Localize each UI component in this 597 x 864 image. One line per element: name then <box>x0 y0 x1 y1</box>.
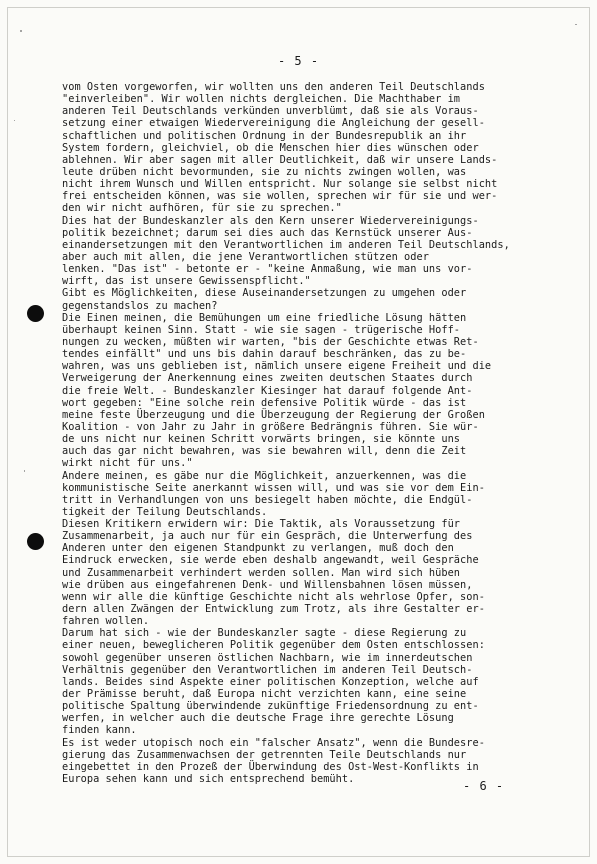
text-line: den wir nicht aufhören, für sie zu sprechen." <box>62 202 342 215</box>
text-line: Diesen Kritikern erwidern wir: Die Taktik, als Voraussetzung für <box>62 518 461 531</box>
text-line: eingebettet in den Prozeß der Überwindung des Ost-West-Konflikts in <box>62 760 479 773</box>
text-line: nungen zu wecken, müßten wir warten, "bis der Geschichte etwas Ret- <box>62 335 479 348</box>
text-line: kommunistische Seite anerkannt wissen will, und was sie vor dem Ein- <box>62 481 485 494</box>
text-line: wenn wir alle die künftige Geschichte nicht als wehrlose Opfer, son- <box>62 590 485 603</box>
text-line: Eindruck erwecken, sie werde eben deshalb angewandt, weil Gespräche <box>62 554 479 567</box>
text-line: fahren wollen. <box>62 615 150 628</box>
text-line: aber auch mit allen, die jene Verantwortlichen stützen oder <box>62 250 429 263</box>
text-line: Darum hat sich - wie der Bundeskanzler sagte - diese Regierung zu <box>62 627 467 640</box>
text-line: dern allen Zwängen der Entwicklung zum Trotz, als ihre Gestalter er- <box>62 603 485 616</box>
text-line: Die Einen meinen, die Bemühungen um eine friedliche Lösung hätten <box>62 311 467 324</box>
text-line: politik bezeichnet; darum sei dies auch das Kernstück unserer Aus- <box>62 226 473 239</box>
text-line: überhaupt keinen Sinn. Statt - wie sie sagen - trügerische Hoff- <box>62 323 461 336</box>
text-line: wahren, was uns geblieben ist, nämlich unsere eigene Freiheit und die <box>62 360 492 373</box>
text-line: lenken. "Das ist" - betonte er - "keine Anmaßung, wie man uns vor- <box>62 263 473 276</box>
scan-speck <box>14 120 15 121</box>
text-line: tigkeit der Teilung Deutschlands. <box>62 505 268 518</box>
text-line: Zusammenarbeit, ja auch nur für ein Gespräch, die Unterwerfung des <box>62 530 473 543</box>
text-line: schaftlichen und politischen Ordnung in der Bundesrepublik an ihr <box>62 129 467 142</box>
text-line: ablehnen. Wir aber sagen mit aller Deutlichkeit, daß wir unsere Lands- <box>62 153 498 166</box>
text-line: Europa sehen kann und sich entsprechend bemüht. <box>62 773 355 786</box>
text-line: nicht ihrem Wunsch und Willen entspricht. Nur solange sie selbst nicht <box>62 178 498 191</box>
punch-hole <box>27 305 44 322</box>
text-line: de uns nicht nur keinen Schritt vorwärts bringen, sie könnte uns <box>62 433 461 446</box>
scan-speck <box>24 470 25 472</box>
text-line: wort gegeben: "Eine solche rein defensive Politik würde - das ist <box>62 396 467 409</box>
text-line: wirkt nicht für uns." <box>62 457 193 470</box>
text-line: anderen Teil Deutschlands verkünden unverblümt, daß sie als Voraus- <box>62 105 479 118</box>
text-line: einandersetzungen mit den Verantwortlichen im anderen Teil Deutschlands, <box>62 238 510 251</box>
scan-speck <box>575 24 577 25</box>
text-line: die freie Welt. - Bundeskanzler Kiesinger hat darauf folgende Ant- <box>62 384 473 397</box>
next-page-number: - 6 - <box>463 779 505 793</box>
text-line: Verweigerung der Anerkennung eines zweiten deutschen Staates durch <box>62 372 473 385</box>
scan-speck <box>20 30 22 32</box>
text-line: finden kann. <box>62 724 137 737</box>
text-line: "einverleiben". Wir wollen nichts dergleichen. Die Machthaber im <box>62 93 461 106</box>
text-line: wie drüben aus eingefahrenen Denk- und Willensbahnen lösen müssen, <box>62 578 473 591</box>
text-line: und Zusammenarbeit verhindert werden sollen. Man wird sich hüben <box>62 566 461 579</box>
text-line: Andere meinen, es gäbe nur die Möglichkeit, anzuerkennen, was die <box>62 469 467 482</box>
text-line: sowohl gegenüber unseren östlichen Nachbarn, wie im innerdeutschen <box>62 651 473 664</box>
text-line: lands. Beides sind Aspekte einer politischen Konzeption, welche auf <box>62 675 479 688</box>
body-text <box>62 81 562 785</box>
text-line: tritt in Verhandlungen von uns besiegelt haben möchte, die Endgül- <box>62 493 473 506</box>
text-line: auch das gar nicht bewahren, was sie bewahren will, denn die Zeit <box>62 445 467 458</box>
text-line: setzung einer etwaigen Wiedervereinigung die Angleichung der gesell- <box>62 117 485 130</box>
text-line: Es ist weder utopisch noch ein "falscher Ansatz", wenn die Bundesre- <box>62 736 485 749</box>
punch-hole <box>27 533 44 550</box>
text-line: wirft, das ist unsere Gewissenspflicht." <box>62 275 311 288</box>
text-line: vom Osten vorgeworfen, wir wollten uns den anderen Teil Deutschlands <box>62 81 485 93</box>
text-line: werfen, in welcher auch die deutsche Frage ihre gerechte Lösung <box>62 712 454 725</box>
text-line: frei entscheiden können, was sie wollen, sprechen wir für sie und wer- <box>62 190 498 203</box>
text-line: Anderen unter den eigenen Standpunkt zu verlangen, muß doch den <box>62 542 454 555</box>
text-line: politische Spaltung überwindende zukünftige Friedensordnung zu ent- <box>62 700 479 713</box>
text-line: einer neuen, beweglicheren Politik gegenüber dem Osten entschlossen: <box>62 639 485 652</box>
text-line: gierung das Zusammenwachsen der getrennten Teile Deutschlands nur <box>62 748 467 761</box>
text-line: meine feste Überzeugung und die Überzeugung der Regierung der Großen <box>62 408 485 421</box>
text-line: System fordern, gleichviel, ob die Menschen hier dies wünschen oder <box>62 141 479 154</box>
text-line: Dies hat der Bundeskanzler als den Kern unserer Wiedervereinigungs- <box>62 214 479 227</box>
text-line: Gibt es Möglichkeiten, diese Auseinandersetzungen zu umgehen oder <box>62 287 467 300</box>
text-line: gegenstandslos zu machen? <box>62 299 218 312</box>
text-line: Koalition - von Jahr zu Jahr in größere Bedrängnis führen. Sie wür- <box>62 420 479 433</box>
text-line: der Prämisse beruht, daß Europa nicht verzichten kann, eine seine <box>62 688 467 701</box>
page-number: - 5 - <box>277 54 320 68</box>
text-line: tendes einfällt" und uns bis dahin darauf beschränken, das zu be- <box>62 348 467 361</box>
text-line: Verhältnis gegenüber den Verantwortlichen im anderen Teil Deutsch- <box>62 663 473 676</box>
text-line: leute drüben nicht bevormunden, sie zu nichts zwingen wollen, was <box>62 165 467 178</box>
